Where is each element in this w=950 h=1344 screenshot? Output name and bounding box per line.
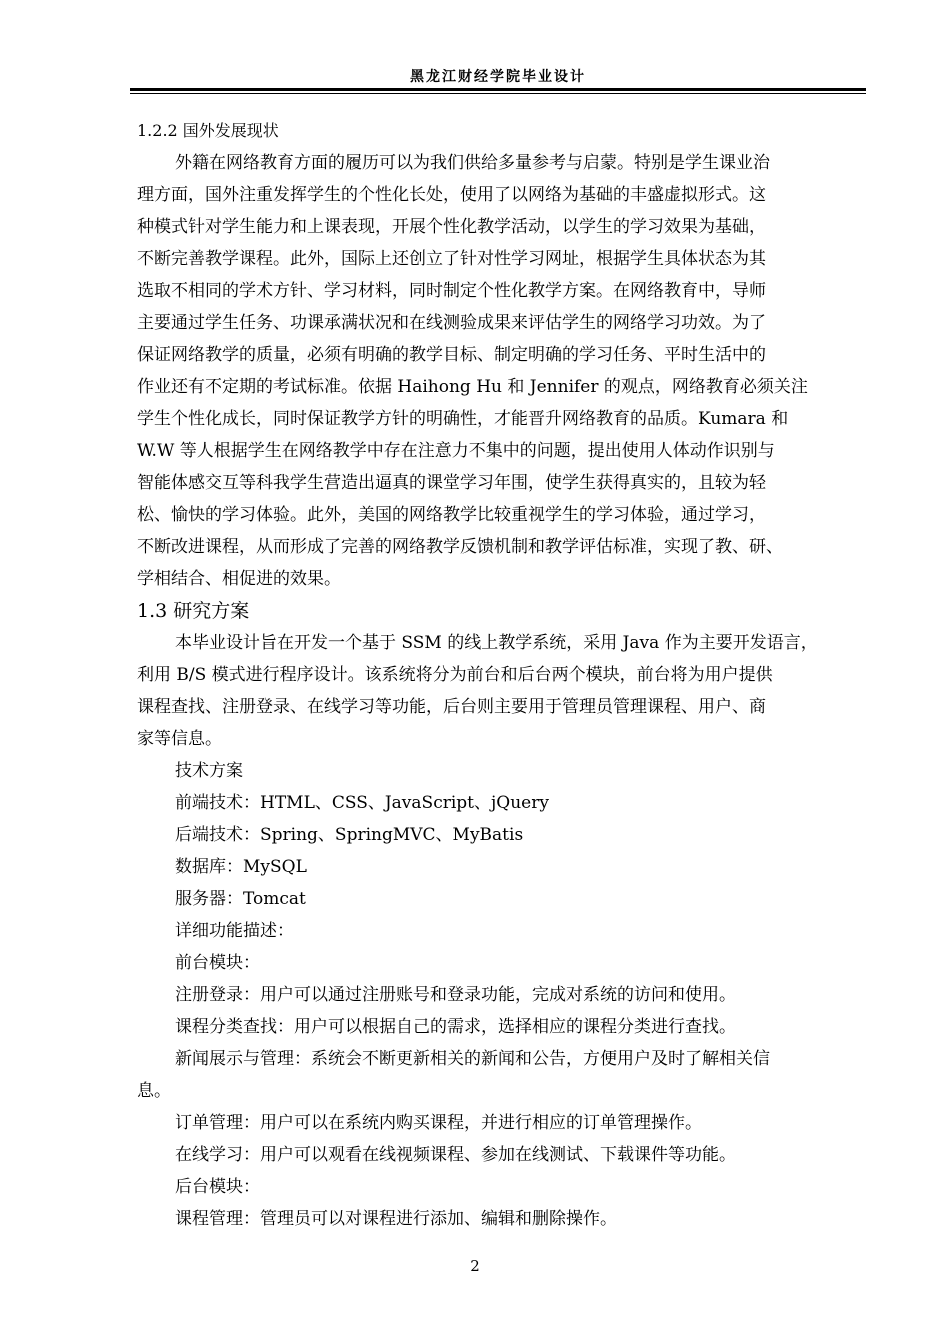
list-item: 前台模块： [175, 953, 260, 973]
list-item: 息。 [137, 1081, 171, 1101]
paragraph-line: 作业还有不定期的考试标准。依据 Haihong Hu 和 Jennifer 的观点，网络教育必须关注 [137, 377, 808, 397]
page-header-title: 黑龙江财经学院毕业设计 [410, 69, 586, 85]
header-rule-thin [130, 93, 866, 94]
list-item: 服务器：Tomcat [175, 889, 306, 909]
subsection-heading-1-2-2: 1.2.2 国外发展现状 [137, 121, 279, 140]
paragraph-research-plan [137, 627, 863, 755]
document-body [137, 115, 863, 1235]
paragraph-line: 理方面，国外注重发挥学生的个性化长处，使用了以网络为基础的丰盛虚拟形式。这 [137, 185, 766, 205]
list-item: 注册登录：用户可以通过注册账号和登录功能，完成对系统的访问和使用。 [175, 985, 736, 1005]
list-item: 课程管理：管理员可以对课程进行添加、编辑和删除操作。 [175, 1209, 617, 1229]
list-item: 后端技术：Spring、SpringMVC、MyBatis [175, 825, 524, 845]
list-item: 前端技术：HTML、CSS、JavaScript、jQuery [175, 793, 549, 813]
paragraph-line: 课程查找、注册登录、在线学习等功能，后台则主要用于管理员管理课程、用户、商 [137, 697, 766, 717]
paragraph-line: W.W 等人根据学生在网络教学中存在注意力不集中的问题，提出使用人体动作识别与 [137, 441, 775, 461]
paragraph-line: 本毕业设计旨在开发一个基于 SSM 的线上教学系统，采用 Java 作为主要开发语言， [175, 633, 818, 653]
paragraph-line: 家等信息。 [137, 729, 222, 749]
list-item: 详细功能描述： [175, 921, 294, 941]
paragraph-line: 保证网络教学的质量，必须有明确的教学目标、制定明确的学习任务、平时生活中的 [137, 345, 766, 365]
paragraph-foreign-status [137, 147, 863, 595]
paragraph-line: 松、愉快的学习体验。此外，美国的网络教学比较重视学生的学习体验，通过学习， [137, 505, 766, 525]
paragraph-line: 种模式针对学生能力和上课表现，开展个性化教学活动，以学生的学习效果为基础， [137, 217, 766, 237]
list-item: 订单管理：用户可以在系统内购买课程，并进行相应的订单管理操作。 [175, 1113, 702, 1133]
paragraph-line: 不断完善教学课程。此外，国际上还创立了针对性学习网址，根据学生具体状态为其 [137, 249, 766, 269]
paragraph-line: 学相结合、相促进的效果。 [137, 569, 341, 589]
paragraph-line: 智能体感交互等科我学生营造出逼真的课堂学习年围，使学生获得真实的，且较为轻 [137, 473, 766, 493]
paragraph-line: 选取不相同的学术方针、学习材料，同时制定个性化教学方案。在网络教育中，导师 [137, 281, 766, 301]
list-item: 数据库：MySQL [175, 857, 307, 877]
paragraph-line: 不断改进课程，从而形成了完善的网络教学反馈机制和教学评估标准，实现了教、研、 [137, 537, 783, 557]
feature-list [137, 755, 863, 1235]
paragraph-line: 利用 B/S 模式进行程序设计。该系统将分为前台和后台两个模块，前台将为用户提供 [137, 665, 773, 685]
list-item: 后台模块： [175, 1177, 260, 1197]
page-number: 2 [470, 1257, 480, 1275]
list-item: 新闻展示与管理：系统会不断更新相关的新闻和公告，方便用户及时了解相关信 [175, 1049, 770, 1069]
paragraph-line: 外籍在网络教育方面的履历可以为我们供给多量参考与启蒙。特别是学生课业治 [175, 153, 770, 173]
paragraph-line: 主要通过学生任务、功课承满状况和在线测验成果来评估学生的网络学习功效。为了 [137, 313, 766, 333]
list-item: 在线学习：用户可以观看在线视频课程、参加在线测试、下载课件等功能。 [175, 1145, 736, 1165]
section-heading-1-3: 1.3 研究方案 [137, 600, 250, 622]
header-rule-thick [130, 88, 866, 91]
list-item: 课程分类查找：用户可以根据自己的需求，选择相应的课程分类进行查找。 [175, 1017, 736, 1037]
paragraph-line: 学生个性化成长，同时保证教学方针的明确性，才能晋升网络教育的品质。Kumara 和 [137, 409, 789, 429]
list-item: 技术方案 [175, 761, 243, 781]
